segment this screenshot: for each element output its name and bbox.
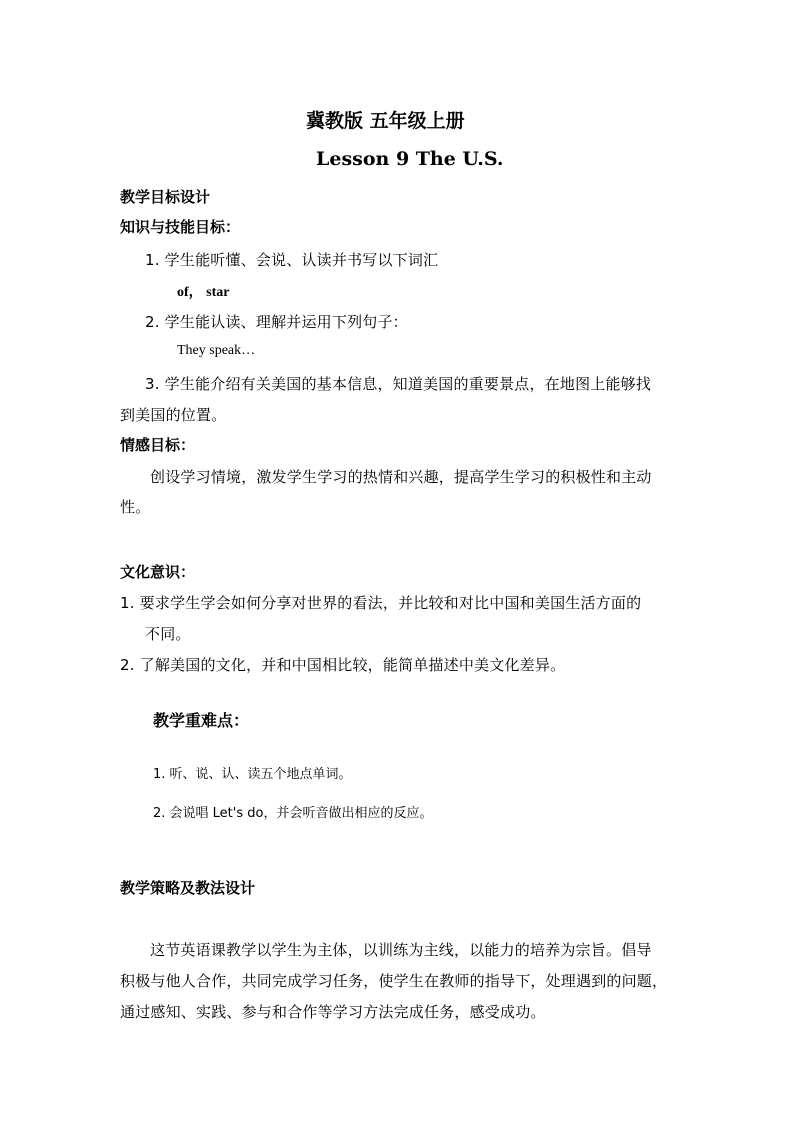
strategy-line-2: 积极与他人合作，共同完成学习任务，使学生在教师的指导下，处理遇到的问题， (120, 972, 668, 990)
key-point-2: 2. 会说唱 Let's do，并会听音做出相应的反应。 (153, 806, 433, 821)
knowledge-item-3-line-2: 到美国的位置。 (120, 406, 227, 424)
section-teaching-goals: 教学目标设计 (120, 188, 211, 206)
section-culture-awareness: 文化意识： (120, 563, 196, 581)
target-sentence: They speak… (177, 343, 256, 358)
culture-item-1-line-2: 不同。 (145, 625, 191, 643)
culture-item-1-line-1: 1. 要求学生学会如何分享对世界的看法，并比较和对比中国和美国生活方面的 (120, 594, 642, 612)
culture-item-2: 2. 了解美国的文化，并和中国相比较，能简单描述中美文化差异。 (120, 656, 566, 674)
vocabulary-words: of， star (177, 285, 230, 300)
section-key-points: 教学重难点： (153, 711, 250, 730)
key-point-1: 1. 听、说、认、读五个地点单词。 (153, 767, 352, 782)
emotion-line-1: 创设学习情境，激发学生学习的热情和兴趣，提高学生学习的积极性和主动 (150, 468, 652, 486)
knowledge-item-3-line-1: 3. 学生能介绍有关美国的基本信息，知道美国的重要景点，在地图上能够找 (145, 375, 652, 393)
section-emotion-goals: 情感目标： (120, 436, 196, 454)
knowledge-item-1: 1. 学生能听懂、会说、认读并书写以下词汇 (145, 251, 439, 269)
strategy-line-1: 这节英语课教学以学生为主体，以训练为主线，以能力的培养为宗旨。倡导 (150, 941, 652, 959)
section-strategy: 教学策略及教法设计 (120, 879, 256, 897)
document-title: 冀教版 五年级上册 (306, 110, 465, 132)
strategy-line-3: 通过感知、实践、参与和合作等学习方法完成任务，感受成功。 (120, 1003, 546, 1021)
section-knowledge-skills: 知识与技能目标： (120, 218, 241, 236)
lesson-title: Lesson 9 The U.S. (316, 148, 504, 170)
knowledge-item-2: 2. 学生能认读、理解并运用下列句子： (145, 313, 408, 331)
emotion-line-2: 性。 (120, 498, 151, 516)
